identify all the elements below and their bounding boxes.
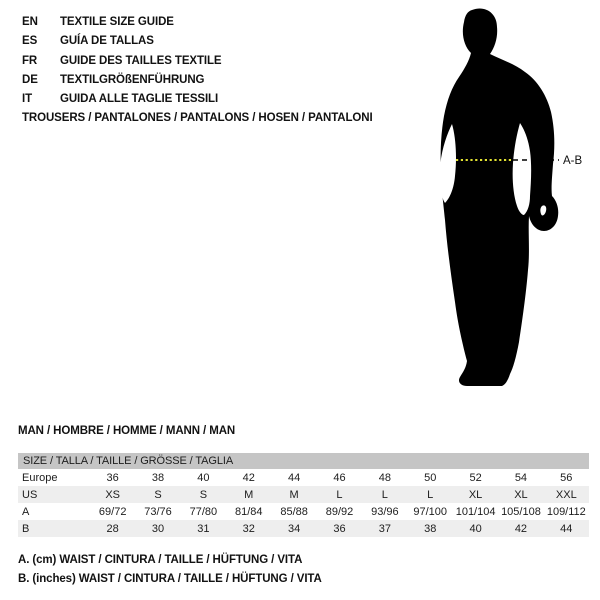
- size-cell: XL: [514, 488, 528, 501]
- size-table-row-b: [18, 520, 589, 537]
- size-cell: 40: [197, 471, 210, 484]
- size-cell: S: [199, 488, 208, 501]
- size-cell: 42: [514, 522, 528, 535]
- language-row-es: [22, 32, 222, 51]
- size-cell: 73/76: [144, 505, 172, 518]
- language-row-it: [22, 90, 222, 109]
- gender-title: MAN / HOMBRE / HOMME / MANN / MAN: [18, 425, 236, 437]
- footnote-a: A. (cm) WAIST / CINTURA / TAILLE / HÜFTUNG / VITA: [18, 554, 303, 566]
- size-cell: 56: [560, 471, 573, 484]
- size-cell: 44: [560, 522, 573, 535]
- size-cell: 109/112: [546, 505, 586, 518]
- footnote-b: B. (inches) WAIST / CINTURA / TAILLE / HÜFTUNG / VITA: [18, 573, 322, 586]
- size-cell: 77/80: [189, 505, 218, 518]
- ab-measure-label: A-B: [563, 155, 583, 167]
- language-label: GUIDE DES TAILLES TEXTILE: [60, 54, 222, 67]
- size-table-row-europe: [18, 469, 589, 486]
- size-cell: 85/88: [280, 505, 308, 518]
- size-cell: 46: [333, 471, 346, 484]
- size-row-label: US: [22, 488, 38, 501]
- size-cell: 93/96: [371, 505, 399, 518]
- size-cell: 101/104: [455, 505, 496, 518]
- language-row-de: [22, 71, 222, 90]
- language-row-fr: [22, 52, 222, 71]
- language-code: ES: [22, 35, 38, 48]
- size-cell: L: [381, 488, 388, 501]
- category-title: TROUSERS / PANTALONES / PANTALONS / HOSEN / PANTALONI: [22, 112, 373, 124]
- language-code: DE: [22, 73, 38, 86]
- language-label: GUÍA DE TALLAS: [60, 35, 154, 48]
- language-row-en: [22, 13, 222, 32]
- size-cell: 34: [288, 522, 301, 535]
- size-cell: 81/84: [235, 505, 263, 518]
- size-cell: 36: [333, 522, 346, 535]
- language-code: IT: [22, 93, 33, 106]
- size-row-label: B: [22, 522, 30, 535]
- size-cell: XS: [105, 488, 121, 501]
- language-label: GUIDA ALLE TAGLIE TESSILI: [60, 93, 219, 106]
- size-cell: L: [427, 488, 434, 501]
- size-cell: S: [154, 488, 162, 501]
- language-code: FR: [22, 54, 38, 67]
- language-list: [22, 13, 222, 109]
- size-table-body: [18, 469, 589, 537]
- language-label: TEXTILGRÖßENFÜHRUNG: [60, 73, 205, 86]
- size-table-row-a: [18, 503, 589, 520]
- size-table: [18, 453, 589, 537]
- size-cell: XL: [468, 488, 483, 501]
- language-code: EN: [22, 16, 38, 28]
- size-table-header: SIZE / TALLA / TAILLE / GRÖSSE / TAGLIA: [18, 453, 589, 469]
- size-table-row-us: [18, 486, 589, 503]
- size-cell: 69/72: [98, 505, 127, 518]
- size-cell: 32: [242, 522, 255, 535]
- size-cell: 42: [242, 471, 255, 484]
- language-label: TEXTILE SIZE GUIDE: [60, 16, 174, 28]
- size-cell: 36: [106, 471, 119, 484]
- size-cell: XXL: [555, 488, 577, 501]
- size-cell: 37: [378, 522, 391, 535]
- size-row-label: Europe: [22, 471, 58, 484]
- size-cell: M: [244, 488, 254, 501]
- size-cell: 50: [424, 471, 437, 484]
- man-silhouette: [441, 9, 559, 386]
- size-cell: 97/100: [413, 505, 448, 518]
- size-row-label: A: [22, 505, 30, 518]
- size-cell: L: [336, 488, 343, 501]
- footnotes: [18, 551, 322, 590]
- size-cell: 54: [514, 471, 528, 484]
- size-cell: 105/108: [501, 505, 541, 518]
- size-cell: 38: [151, 471, 165, 484]
- size-cell: 44: [288, 471, 301, 484]
- size-cell: 31: [197, 522, 210, 535]
- size-cell: 38: [424, 522, 437, 535]
- size-cell: 40: [469, 522, 482, 535]
- size-cell: 30: [151, 522, 165, 535]
- size-guide-figure: [400, 0, 600, 400]
- size-cell: 89/92: [325, 505, 354, 518]
- size-cell: 28: [106, 522, 119, 535]
- size-cell: M: [289, 488, 299, 501]
- size-cell: 52: [469, 471, 482, 484]
- size-cell: 48: [378, 471, 391, 484]
